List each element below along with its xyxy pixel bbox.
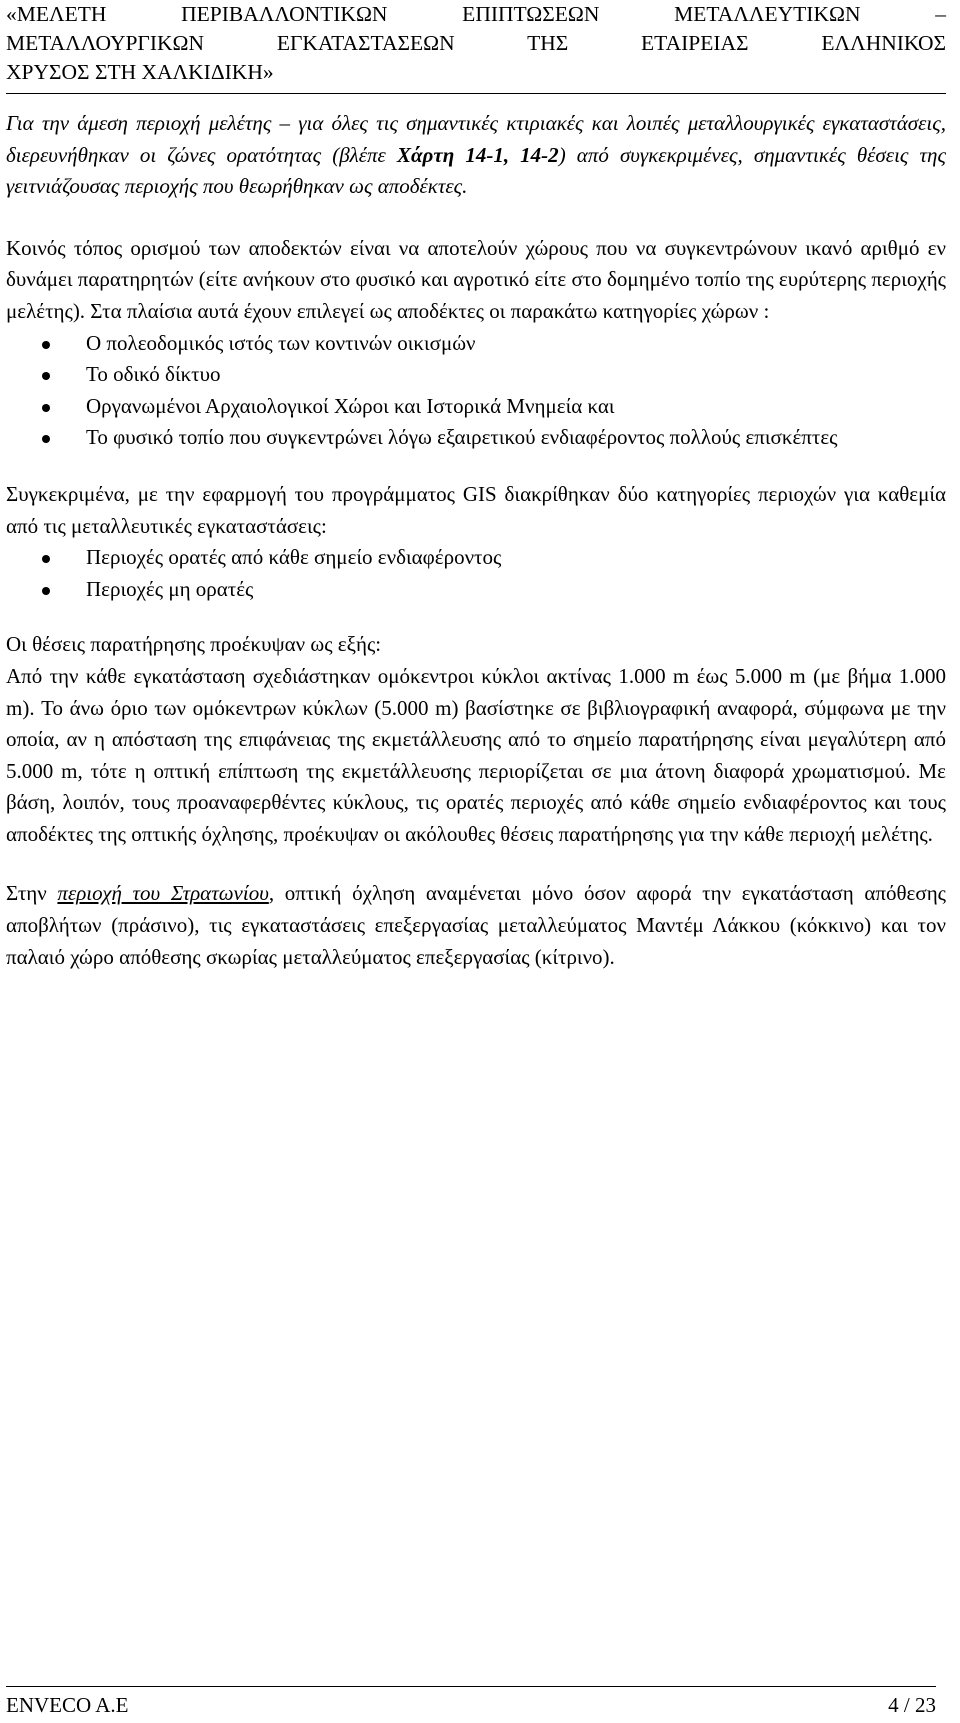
header-line-3: ΧΡΥΣΟΣ ΣΤΗ ΧΑΛΚΙΔΙΚΗ» — [6, 60, 274, 84]
list-item — [6, 422, 946, 454]
bullet-icon — [42, 587, 50, 595]
list-item-text: Το οδικό δίκτυο — [86, 362, 221, 387]
document-footer — [6, 1686, 936, 1721]
bullet-icon — [42, 372, 50, 380]
list-item — [6, 574, 946, 606]
header-line-1: «ΜΕΛΕΤΗ ΠΕΡΙΒΑΛΛΟΝΤΙΚΩΝ ΕΠΙΠΤΩΣΕΩΝ ΜΕΤΑΛΛΕΥΤΙΚΩΝ – — [6, 2, 946, 26]
paragraph-intro-text-b: ) από συγκεκριμένες, σημαντικές θέσεις της γειτνιάζουσας περιοχής που θεωρήθηκαν ως αποδέκτες. — [6, 142, 946, 199]
paragraph-stratoni-text-b: , οπτική όχληση αναμένεται μόνο όσον αφορά την εγκατάσταση απόθεσης αποβλήτων (πράσινο), τις εγκαταστάσεις επεξεργασίας μεταλλεύματος Μαντέμ Λάκκου (κόκκινο) και τον παλαιό χώρο απόθεσης σκωρίας μεταλλεύματος επεξεργασίας (κίτρινο). — [6, 881, 946, 969]
bullet-icon — [42, 435, 50, 443]
document-page — [6, 0, 946, 973]
footer-page-number: 4 / 23 — [888, 1693, 936, 1717]
paragraph-observation-heading: Οι θέσεις παρατήρησης προέκυψαν ως εξής: — [6, 632, 382, 657]
paragraph-gis: Συγκεκριμένα, με την εφαρμογή του προγράμματος GIS διακρίθηκαν δύο κατηγορίες περιοχών για καθεμία από τις μεταλλευτικές εγκαταστάσεις: — [6, 481, 946, 538]
stratoni-area-reference: περιοχή του Στρατωνίου — [57, 881, 269, 906]
bullet-icon — [42, 404, 50, 412]
paragraph-receptors: Κοινός τόπος ορισμού των αποδεκτών είναι να αποτελούν χώρους που να συγκεντρώνουν ικανό αριθμό εν δυνάμει παρατηρητών (είτε ανήκουν στο φυσικό και αγροτικό είτε στο δομημένο τοπίο της ευρύτερης περιοχής μελέτης). Στα πλαίσια αυτά έχουν επιλεγεί ως αποδέκτες οι παρακάτω κατηγορίες χώρων : — [6, 235, 946, 323]
paragraph-stratoni — [6, 878, 946, 973]
list-item-text: Περιοχές μη ορατές — [86, 576, 254, 601]
map-reference: Χάρτη 14-1, 14-2 — [396, 142, 559, 167]
bullet-icon — [42, 341, 50, 349]
paragraph-intro — [6, 108, 946, 203]
header-rule — [6, 93, 946, 94]
list-item-text: Το φυσικό τοπίο που συγκεντρώνει λόγω εξαιρετικού ενδιαφέροντος πολλούς επισκέπτες — [86, 425, 838, 450]
bullet-icon — [42, 555, 50, 563]
list-item — [6, 542, 946, 574]
paragraph-intro-text-a: Για την άμεση περιοχή μελέτης – για όλες τις σημαντικές κτιριακές και λοιπές μεταλλουργικές εγκαταστάσεις, διερευνήθηκαν οι ζώνες ορατότητας (βλέπε — [6, 111, 946, 167]
list-item-text: Οργανωμένοι Αρχαιολογικοί Χώροι και Ιστορικά Μνημεία και — [86, 393, 615, 418]
list-item — [6, 391, 946, 423]
receptor-category-list — [6, 328, 946, 454]
paragraph-stratoni-text-a: Στην — [6, 881, 58, 906]
list-item — [6, 359, 946, 391]
list-item — [6, 328, 946, 360]
list-item-text: Περιοχές ορατές από κάθε σημείο ενδιαφέροντος — [86, 545, 502, 570]
document-header — [6, 0, 946, 87]
header-line-2: ΜΕΤΑΛΛΟΥΡΓΙΚΩΝ ΕΓΚΑΤΑΣΤΑΣΕΩΝ ΤΗΣ ΕΤΑΙΡΕΙΑΣ ΕΛΛΗΝΙΚΟΣ — [6, 31, 946, 55]
list-item-text: Ο πολεοδομικός ιστός των κοντινών οικισμών — [86, 330, 476, 355]
footer-company: ENVECO A.E — [6, 1693, 129, 1717]
paragraph-observation-method: Από την κάθε εγκατάσταση σχεδιάστηκαν ομόκεντροι κύκλοι ακτίνας 1.000 m έως 5.000 m (με βήμα 1.000 m). Το άνω όριο των ομόκεντρων κύκλων (5.000 m) βασίστηκε σε βιβλιογραφική αναφορά, σύμφωνα με την οποία, αν η απόσταση της επιφάνειας της εκμετάλλευσης από το σημείο παρατήρησης είναι μεγαλύτερη από 5.000 m, τότε η οπτική επίπτωση της εκμετάλλευσης περιορίζεται σε μια άτονη διαφορά χρωματισμού. Με βάση, λοιπόν, τους προαναφερθέντες κύκλους, τις ορατές περιοχές από κάθε σημείο ενδιαφέροντος και τους αποδέκτες της οπτικής όχλησης, προέκυψαν οι ακόλουθες θέσεις παρατήρησης για την κάθε περιοχή μελέτης. — [6, 663, 946, 846]
area-category-list — [6, 542, 946, 605]
